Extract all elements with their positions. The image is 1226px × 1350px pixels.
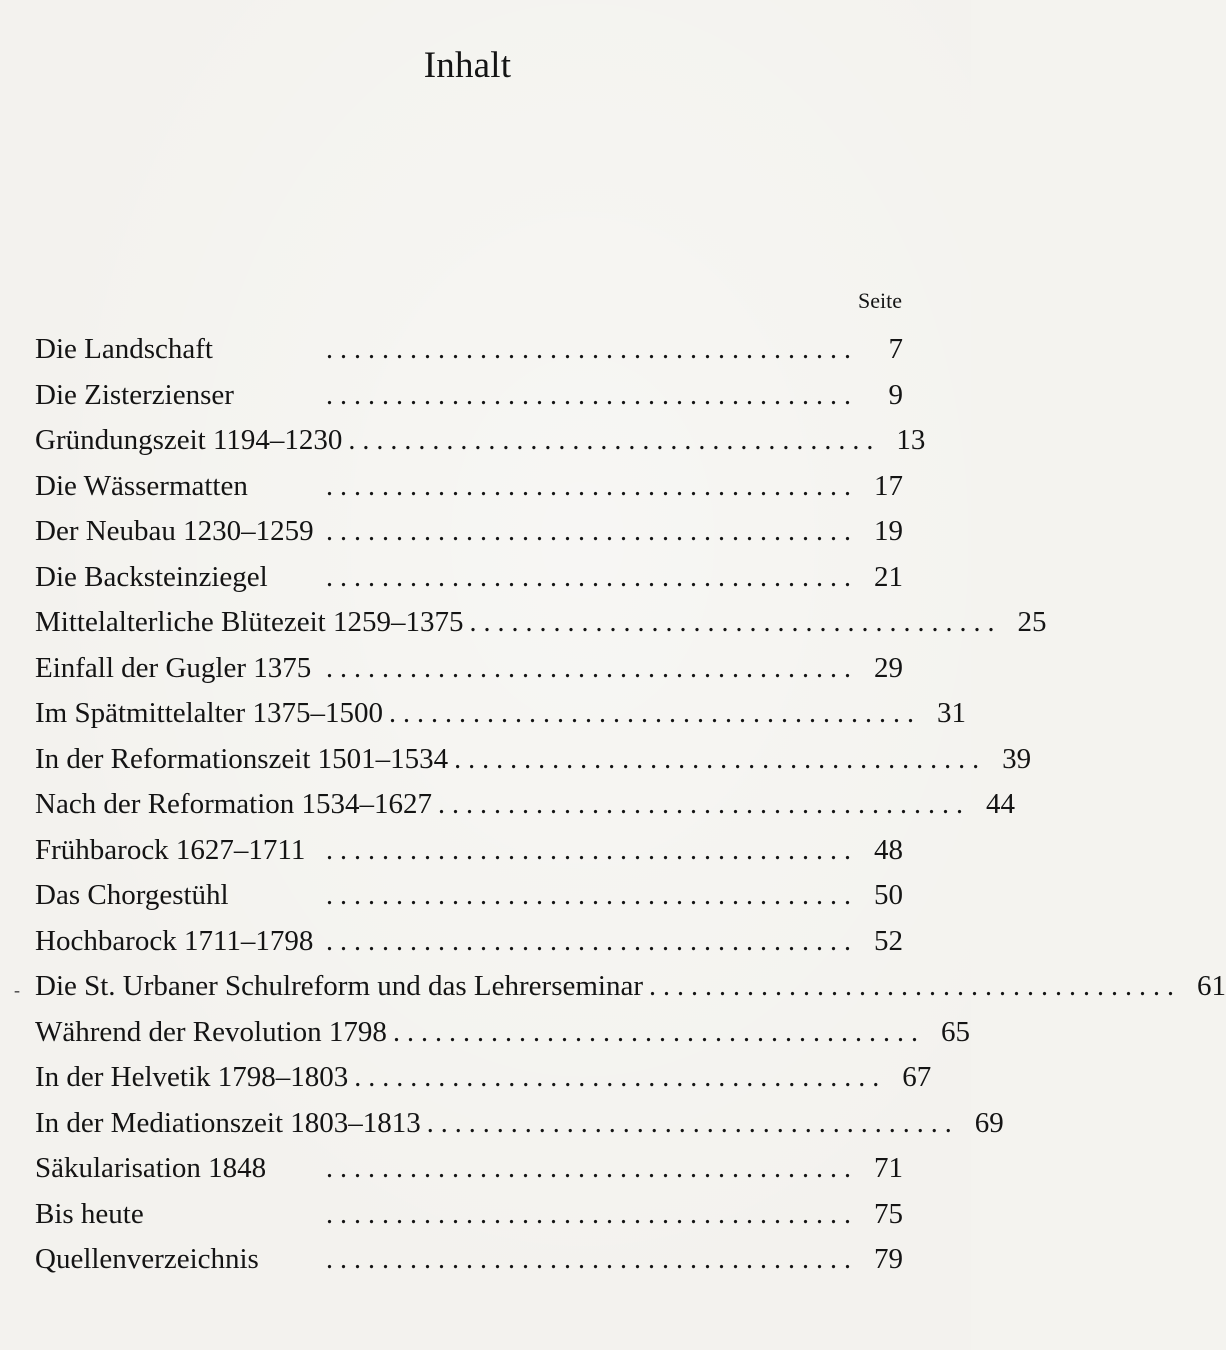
toc-entry	[35, 1241, 903, 1287]
toc-entry	[35, 741, 1032, 787]
toc-entry-title: Frühbarock 1627–1711	[35, 833, 306, 866]
toc-entry-page: 19	[874, 515, 903, 547]
toc-entry-title: Quellenverzeichnis	[35, 1243, 259, 1275]
dot-leader: . . . . . . . . . . . . . . . . . . . . . . . . . . . . . . . . . . . . . .	[388, 698, 914, 729]
toc-entry-page: 21	[874, 560, 903, 593]
toc-entry	[35, 468, 903, 514]
toc-entry-title: Während der Revolution 1798	[35, 1015, 387, 1048]
toc-entry-title: Hochbarock 1711–1798	[35, 924, 314, 957]
toc-entry	[35, 513, 903, 559]
dot-leader: . . . . . . . . . . . . . . . . . . . . . . . . . . . . . . . . . . . . . .	[326, 880, 851, 911]
toc-entry-title: Die St. Urbaner Schulreform und das Lehrerseminar	[35, 970, 643, 1002]
dot-leader: . . . . . . . . . . . . . . . . . . . . . . . . . . . . . . . . . . . . . .	[326, 334, 851, 365]
dot-leader: . . . . . . . . . . . . . . . . . . . . . . . . . . . . . . . . . . . . . .	[326, 925, 851, 957]
toc-entry-title: In der Reformationszeit 1501–1534	[35, 742, 449, 775]
toc-entry-page: 75	[874, 1197, 903, 1230]
toc-entry-page: 71	[874, 1152, 903, 1184]
toc-entry-title: Mittelalterliche Blütezeit 1259–1375	[35, 606, 464, 638]
toc-entry	[35, 604, 1047, 650]
toc-entry-title: Das Chorgestühl	[35, 879, 229, 911]
toc-entry-page: 52	[874, 924, 903, 957]
dot-leader: . . . . . . . . . . . . . . . . . . . . . . . . . . . . . . . . . . . . . .	[326, 470, 851, 502]
dot-leader: . . . . . . . . . . . . . . . . . . . . . . . . . . . . . . . . . . . . . .	[426, 1107, 952, 1139]
dot-leader: . . . . . . . . . . . . . . . . . . . . . . . . . . . . . . . . . . . . . .	[326, 1198, 851, 1230]
toc-entry-title: Einfall der Gugler 1375	[35, 651, 312, 684]
dot-leader: . . . . . . . . . . . . . . . . . . . . . . . . . . . . . . . . . . . . . .	[326, 516, 851, 547]
dot-leader: . . . . . . . . . . . . . . . . . . . . . . . . . . . . . . . . . . . . . .	[326, 379, 851, 411]
dot-leader: . . . . . . . . . . . . . . . . . . . . . . . . . . . . . . . . . . . . . .	[326, 652, 851, 684]
dot-leader: . . . . . . . . . . . . . . . . . . . . . . . . . . . . . . . . . . . . . .	[649, 971, 1174, 1002]
dot-leader: . . . . . . . . . . . . . . . . . . . . . . . . . . . . . . . . . . . . . .	[326, 1244, 851, 1275]
dot-leader: . . . . . . . . . . . . . . . . . . . . . . . . . . . . . . . . . . . . . .	[348, 425, 874, 456]
toc-entry-page: 65	[940, 1015, 970, 1048]
toc-entry-page: 69	[974, 1106, 1004, 1139]
toc-entry-page: 48	[874, 833, 903, 866]
toc-entry	[35, 877, 903, 923]
page-column-header: Seite	[858, 288, 902, 313]
margin-pencil-mark: ‑	[14, 980, 20, 1000]
toc-entry-page: 9	[888, 378, 903, 411]
toc-entry-title: Die Backsteinziegel	[35, 560, 268, 593]
toc-entry-page: 29	[874, 651, 903, 684]
toc-entry-title: Die Zisterzienser	[35, 378, 234, 411]
toc-entry-title: Nach der Reformation 1534–1627	[35, 788, 433, 820]
dot-leader: . . . . . . . . . . . . . . . . . . . . . . . . . . . . . . . . . . . . . .	[354, 1062, 880, 1093]
toc-entry-page: 44	[986, 788, 1016, 820]
toc-entry	[35, 422, 926, 468]
toc-entry	[35, 695, 966, 741]
toc-entry-page: 79	[874, 1243, 903, 1275]
toc-entry	[35, 786, 1016, 832]
toc-entry	[35, 1196, 903, 1242]
toc-entry-title: Säkularisation 1848	[35, 1152, 267, 1184]
dot-leader: . . . . . . . . . . . . . . . . . . . . . . . . . . . . . . . . . . . . . .	[326, 834, 851, 866]
toc-entry-title: Der Neubau 1230–1259	[35, 515, 314, 547]
toc-entry-title: In der Mediationszeit 1803–1813	[35, 1106, 421, 1139]
dot-leader: . . . . . . . . . . . . . . . . . . . . . . . . . . . . . . . . . . . . . .	[469, 607, 995, 638]
toc-entry	[35, 650, 903, 696]
dot-leader: . . . . . . . . . . . . . . . . . . . . . . . . . . . . . . . . . . . . . .	[438, 789, 964, 820]
toc-entry	[35, 923, 903, 969]
toc-entry-page: 39	[1002, 742, 1032, 775]
toc-entry-title: Die Wässermatten	[35, 469, 248, 502]
toc-entry	[35, 968, 1226, 1014]
toc-entry-title: Gründungszeit 1194–1230	[35, 424, 343, 456]
toc-entry-title: Die Landschaft	[35, 333, 213, 365]
table-of-contents	[35, 331, 1226, 1287]
dot-leader: . . . . . . . . . . . . . . . . . . . . . . . . . . . . . . . . . . . . . .	[454, 743, 980, 775]
toc-entry-page: 13	[896, 424, 926, 456]
dot-leader: . . . . . . . . . . . . . . . . . . . . . . . . . . . . . . . . . . . . . .	[326, 1153, 851, 1184]
toc-entry	[35, 1105, 1004, 1151]
toc-entry	[35, 377, 903, 423]
toc-entry-title: Bis heute	[35, 1197, 144, 1230]
toc-entry	[35, 1150, 903, 1196]
toc-entry-title: In der Helvetik 1798–1803	[35, 1061, 349, 1093]
toc-entry	[35, 832, 903, 878]
toc-entry	[35, 1014, 970, 1060]
page-title: Inhalt	[423, 45, 512, 86]
toc-entry-page: 25	[1017, 606, 1047, 638]
toc-entry-page: 7	[888, 333, 903, 365]
toc-entry-page: 50	[874, 879, 903, 911]
dot-leader: . . . . . . . . . . . . . . . . . . . . . . . . . . . . . . . . . . . . . .	[326, 561, 851, 593]
toc-entry-page: 67	[902, 1061, 932, 1093]
toc-entry-page: 31	[936, 697, 966, 729]
toc-entry	[35, 1059, 932, 1105]
toc-entry-page: 17	[874, 469, 903, 502]
toc-entry-title: Im Spätmittelalter 1375–1500	[35, 697, 383, 729]
toc-entry-page: 61	[1197, 970, 1226, 1002]
toc-entry	[35, 559, 903, 605]
dot-leader: . . . . . . . . . . . . . . . . . . . . . . . . . . . . . . . . . . . . . .	[392, 1016, 918, 1048]
toc-entry	[35, 331, 903, 377]
